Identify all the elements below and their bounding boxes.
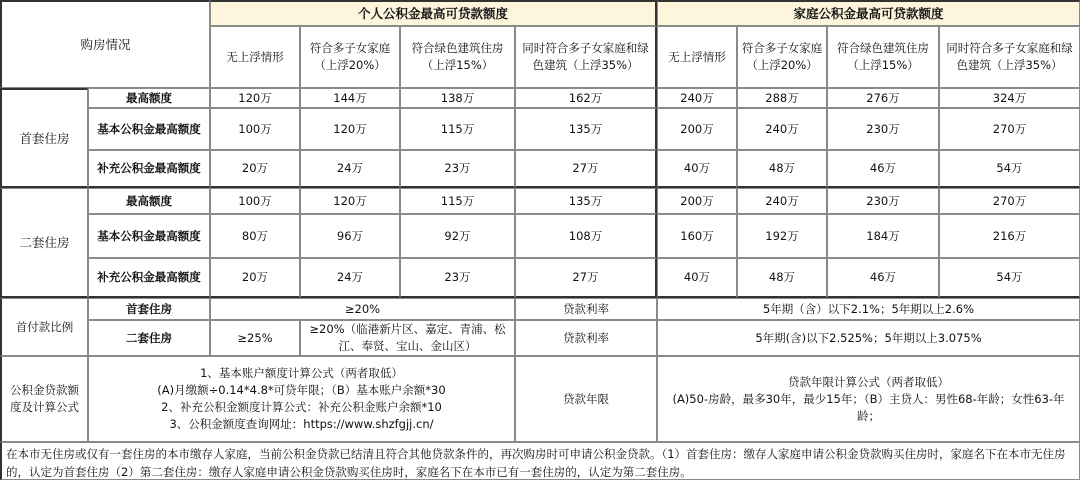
first-row-2-value-3: 27万 — [515, 150, 657, 188]
col-family-none: 无上浮情形 — [657, 26, 737, 88]
down-first-value: ≥20% — [210, 298, 515, 320]
first-row-1-value-1: 120万 — [300, 108, 400, 150]
second-row-1-value-7: 216万 — [939, 214, 1080, 258]
first-row-1-value-0: 100万 — [210, 108, 300, 150]
footnote: 在本市无住房或仅有一套住房的本市缴存人家庭，当前公积金贷款已结清且符合其他贷款条件的，再次购房时可申请公积金贷款。（1）首套住房：缴存人家庭申请公积金贷款购买住房时，家庭名下在本市无住房的，认定为首套住房（2）第二套住房：缴存人家庭申请公积金贷款购买住房时，家庭名下在本市已有一套住房的，认定为第二套住房。 — [0, 442, 1080, 480]
first-home-label: 首套住房 — [0, 88, 88, 188]
second-row-2-value-0: 20万 — [210, 258, 300, 298]
second-row-2-value-2: 23万 — [400, 258, 515, 298]
second-row-2-value-3: 27万 — [515, 258, 657, 298]
second-row-1-value-0: 80万 — [210, 214, 300, 258]
down-second-value: ≥25% — [210, 320, 300, 356]
rate-value-2: 5年期(含)以下2.525%；5年期以上3.075% — [657, 320, 1080, 356]
first-row-2-value-0: 20万 — [210, 150, 300, 188]
down-second-label: 二套住房 — [88, 320, 210, 356]
purchase-situation-header: 购房情况 — [0, 0, 210, 88]
col-family-green: 符合绿色建筑住房（上浮15%） — [827, 26, 939, 88]
second-row-1-label: 基本公积金最高额度 — [88, 214, 210, 258]
first-row-1-value-3: 135万 — [515, 108, 657, 150]
col-family-both: 同时符合多子女家庭和绿色建筑（上浮35%） — [939, 26, 1080, 88]
first-row-0-value-2: 138万 — [400, 88, 515, 108]
col-family-multichild: 符合多子女家庭（上浮20%） — [737, 26, 827, 88]
second-row-2-label: 补充公积金最高额度 — [88, 258, 210, 298]
second-row-1-value-5: 192万 — [737, 214, 827, 258]
second-row-0-value-2: 115万 — [400, 188, 515, 214]
first-row-1-value-6: 230万 — [827, 108, 939, 150]
second-row-0-value-0: 100万 — [210, 188, 300, 214]
second-row-2-value-1: 24万 — [300, 258, 400, 298]
second-row-0-value-5: 240万 — [737, 188, 827, 214]
family-quota-title: 家庭公积金最高可贷款额度 — [657, 0, 1080, 26]
first-row-0-value-3: 162万 — [515, 88, 657, 108]
down-first-label: 首套住房 — [88, 298, 210, 320]
second-row-0-value-1: 120万 — [300, 188, 400, 214]
first-row-2-value-7: 54万 — [939, 150, 1080, 188]
first-row-1-label: 基本公积金最高额度 — [88, 108, 210, 150]
second-row-1-value-6: 184万 — [827, 214, 939, 258]
down-payment-label: 首付款比例 — [0, 298, 88, 356]
formula-line-3: 2、补充公积金额度计算公式：补充公积金账户余额*10 — [161, 400, 442, 414]
second-row-2-value-6: 46万 — [827, 258, 939, 298]
first-row-0-value-4: 240万 — [657, 88, 737, 108]
first-row-0-value-5: 288万 — [737, 88, 827, 108]
second-row-0-value-4: 200万 — [657, 188, 737, 214]
personal-quota-title: 个人公积金最高可贷款额度 — [210, 0, 657, 26]
first-row-2-value-1: 24万 — [300, 150, 400, 188]
second-row-1-value-1: 96万 — [300, 214, 400, 258]
second-row-1-value-2: 92万 — [400, 214, 515, 258]
first-row-2-value-6: 46万 — [827, 150, 939, 188]
second-row-0-value-7: 270万 — [939, 188, 1080, 214]
formula-line-2: (A)月缴额÷0.14*4.8*可贷年限；（B）基本账户余额*30 — [157, 383, 446, 397]
formula-line-4: 3、公积金额度查询网址：https://www.shzfgjj.cn/ — [169, 417, 434, 431]
second-home-label: 二套住房 — [0, 188, 88, 298]
first-row-0-value-1: 144万 — [300, 88, 400, 108]
first-row-1-value-4: 200万 — [657, 108, 737, 150]
col-personal-both: 同时符合多子女家庭和绿色建筑（上浮35%） — [515, 26, 657, 88]
second-row-2-value-4: 40万 — [657, 258, 737, 298]
first-row-2-value-2: 23万 — [400, 150, 515, 188]
first-row-1-value-7: 270万 — [939, 108, 1080, 150]
second-row-0-value-3: 135万 — [515, 188, 657, 214]
down-second-special: ≥20%（临港新片区、嘉定、青浦、松江、奉贤、宝山、金山区） — [300, 320, 515, 356]
second-row-0-value-6: 230万 — [827, 188, 939, 214]
first-row-2-label: 补充公积金最高额度 — [88, 150, 210, 188]
term-line-2: (A)50-房龄，最多30年，最少15年；（B）主贷人：男性68-年龄；女性63-年龄； — [672, 391, 1065, 423]
first-row-0-value-0: 120万 — [210, 88, 300, 108]
first-row-0-value-7: 324万 — [939, 88, 1080, 108]
loan-term-label: 贷款年限 — [515, 356, 657, 442]
term-line-1: 贷款年限计算公式（两者取低） — [788, 374, 949, 389]
second-row-1-value-3: 108万 — [515, 214, 657, 258]
formula-label: 公积金贷款额度及计算公式 — [0, 356, 88, 442]
second-row-2-value-5: 48万 — [737, 258, 827, 298]
first-row-0-label: 最高额度 — [88, 88, 210, 108]
formula-line-1: 1、基本账户额度计算公式（两者取低） — [200, 366, 403, 380]
col-personal-multichild: 符合多子女家庭（上浮20%） — [300, 26, 400, 88]
loan-term-box — [657, 356, 1080, 442]
formula-box — [88, 356, 515, 442]
first-row-2-value-4: 40万 — [657, 150, 737, 188]
first-row-1-value-5: 240万 — [737, 108, 827, 150]
rate-label-1: 贷款利率 — [515, 298, 657, 320]
first-row-2-value-5: 48万 — [737, 150, 827, 188]
second-row-1-value-4: 160万 — [657, 214, 737, 258]
second-row-2-value-7: 54万 — [939, 258, 1080, 298]
first-row-1-value-2: 115万 — [400, 108, 515, 150]
col-personal-green: 符合绿色建筑住房（上浮15%） — [400, 26, 515, 88]
second-row-0-label: 最高额度 — [88, 188, 210, 214]
rate-value-1: 5年期（含）以下2.1%；5年期以上2.6% — [657, 298, 1080, 320]
col-personal-none: 无上浮情形 — [210, 26, 300, 88]
first-row-0-value-6: 276万 — [827, 88, 939, 108]
rate-label-2: 贷款利率 — [515, 320, 657, 356]
